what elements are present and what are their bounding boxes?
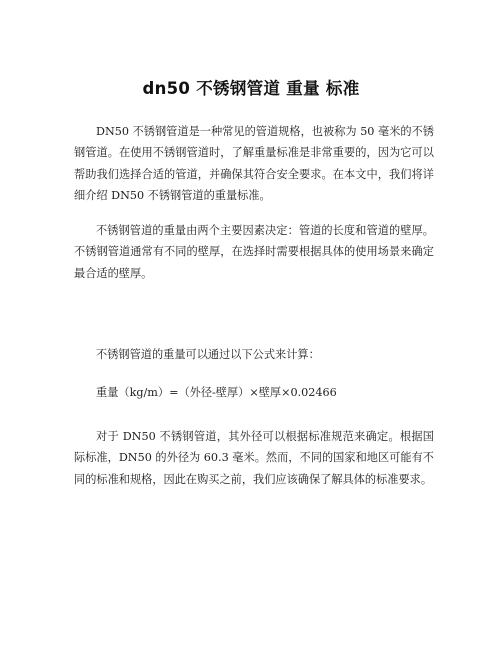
paragraph-intro: DN50 不锈钢管道是一种常见的管道规格，也被称为 50 毫米的不锈钢管道。在使用不锈钢管道时，了解重量标准是非常重要的，因为它可以帮助我们选择合适的管道，并确保其符合安全要求。在本文中，我们将详细介绍 DN50 不锈钢管道的重量标准。 bbox=[74, 125, 434, 202]
document-title: dn50 不锈钢管道 重量 标准 bbox=[142, 79, 360, 98]
paragraph-outer-diameter: 对于 DN50 不锈钢管道，其外径可以根据标准规范来确定。根据国际标准，DN50 的外径为 60.3 毫米。然而，不同的国家和地区可能有不同的标准和规格，因此在购买之前，我们应该确保了解具体的标准要求。 bbox=[74, 430, 434, 486]
paragraph-formula: 重量（kg/m）=（外径-壁厚）×壁厚×0.02466 bbox=[96, 386, 337, 399]
paragraph-weight-factors: 不锈钢管道的重量由两个主要因素决定：管道的长度和管道的壁厚。不锈钢管道通常有不同的壁厚，在选择时需要根据具体的使用场景来确定最合适的壁厚。 bbox=[74, 224, 434, 280]
paragraph-formula-intro: 不锈钢管道的重量可以通过以下公式来计算： bbox=[96, 348, 320, 361]
